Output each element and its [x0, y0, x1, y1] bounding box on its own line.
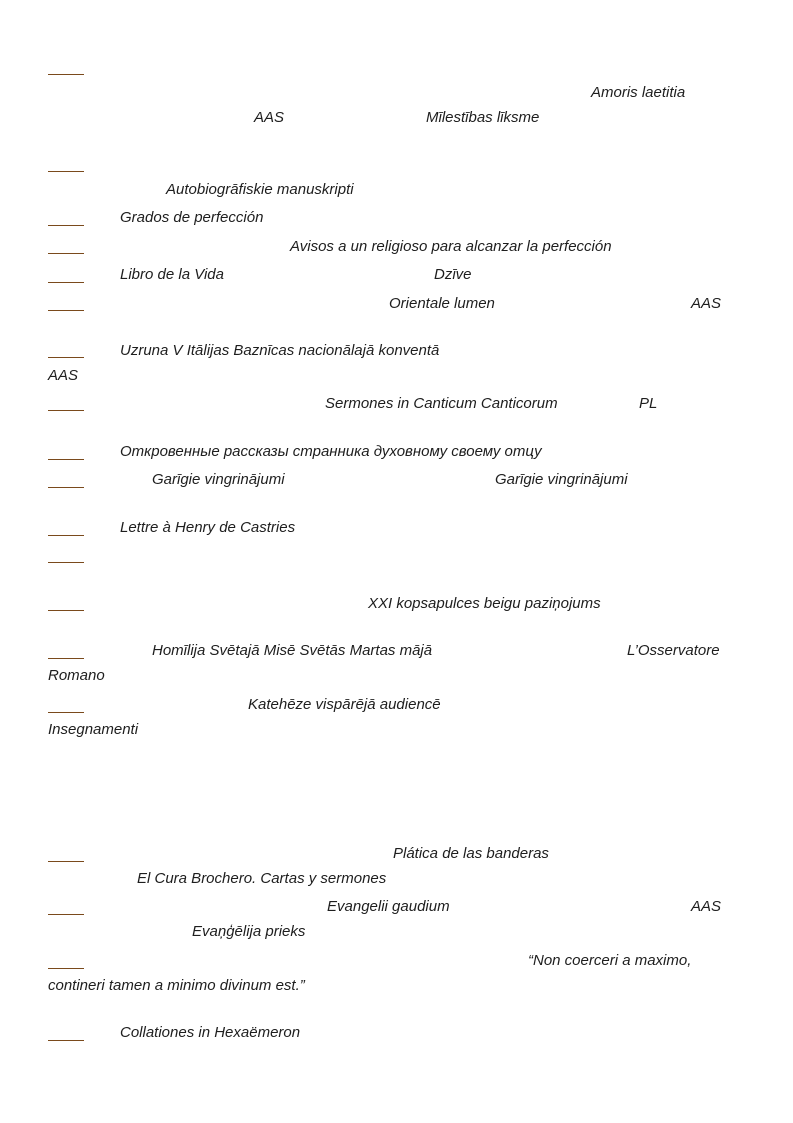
footnote-marker-1 — [48, 74, 84, 75]
footnote-title: AAS — [691, 295, 722, 312]
footnote-title: PL — [639, 395, 658, 412]
footnote-title: Amoris laetitia — [591, 84, 686, 101]
footnote-title: Autobiogrāfiskie manuskripti — [166, 181, 354, 198]
footnote-title: Uzruna V Itālijas Baznīcas nacionālajā konventā — [120, 342, 440, 359]
footnote-marker-13 — [48, 610, 84, 611]
footnote-title: Romano — [48, 667, 105, 684]
footnote-title: “Non coerceri a maximo, — [528, 952, 692, 969]
footnote-marker-7 — [48, 357, 84, 358]
footnote-marker-3 — [48, 225, 84, 226]
footnote-marker-17 — [48, 914, 84, 915]
footnote-marker-11 — [48, 535, 84, 536]
footnote-title: L’Osservatore — [627, 642, 720, 659]
footnote-title: Katehēze vispārējā audiencē — [248, 696, 441, 713]
footnote-title: Insegnamenti — [48, 721, 139, 738]
footnote-marker-19 — [48, 1040, 84, 1041]
footnote-marker-15 — [48, 712, 84, 713]
footnote-marker-6 — [48, 310, 84, 311]
footnote-title: contineri tamen a minimo divinum est.” — [48, 977, 305, 994]
footnote-title: AAS — [254, 109, 285, 126]
footnote-marker-16 — [48, 861, 84, 862]
footnote-marker-4 — [48, 253, 84, 254]
footnote-title: Откровенные рассказы странника духовному своему отцу — [120, 443, 542, 460]
footnote-title: Lettre à Henry de Castries — [120, 519, 296, 536]
footnote-marker-14 — [48, 658, 84, 659]
footnote-title: Libro de la Vida — [120, 266, 224, 283]
footnote-marker-5 — [48, 282, 84, 283]
footnote-marker-12 — [48, 562, 84, 563]
footnote-title: Mīlestības līksme — [426, 109, 540, 126]
footnote-title: Collationes in Hexaëmeron — [120, 1024, 301, 1041]
footnote-title: El Cura Brochero. Cartas y sermones — [137, 870, 387, 887]
footnote-marker-9 — [48, 459, 84, 460]
footnote-title: Dzīve — [434, 266, 472, 283]
footnote-title: Orientale lumen — [389, 295, 495, 312]
footnote-title: XXI kopsapulces beigu paziņojums — [368, 595, 601, 612]
footnote-title: Plática de las banderas — [393, 845, 549, 862]
footnote-title: Garīgie vingrinājumi — [495, 471, 628, 488]
footnote-title: Avisos a un religioso para alcanzar la perfección — [290, 238, 612, 255]
footnote-title: AAS — [48, 367, 79, 384]
footnote-marker-18 — [48, 968, 84, 969]
footnote-title: AAS — [691, 898, 722, 915]
footnote-title: Sermones in Canticum Canticorum — [325, 395, 558, 412]
footnote-marker-10 — [48, 487, 84, 488]
footnote-title: Grados de perfección — [120, 209, 264, 226]
footnote-marker-8 — [48, 410, 84, 411]
footnote-title: Garīgie vingrinājumi — [152, 471, 285, 488]
footnote-title: Homīlija Svētajā Misē Svētās Martas mājā — [152, 642, 433, 659]
footnote-title: Evangelii gaudium — [327, 898, 450, 915]
footnote-title: Evaņģēlija prieks — [192, 923, 306, 940]
footnote-marker-2 — [48, 171, 84, 172]
